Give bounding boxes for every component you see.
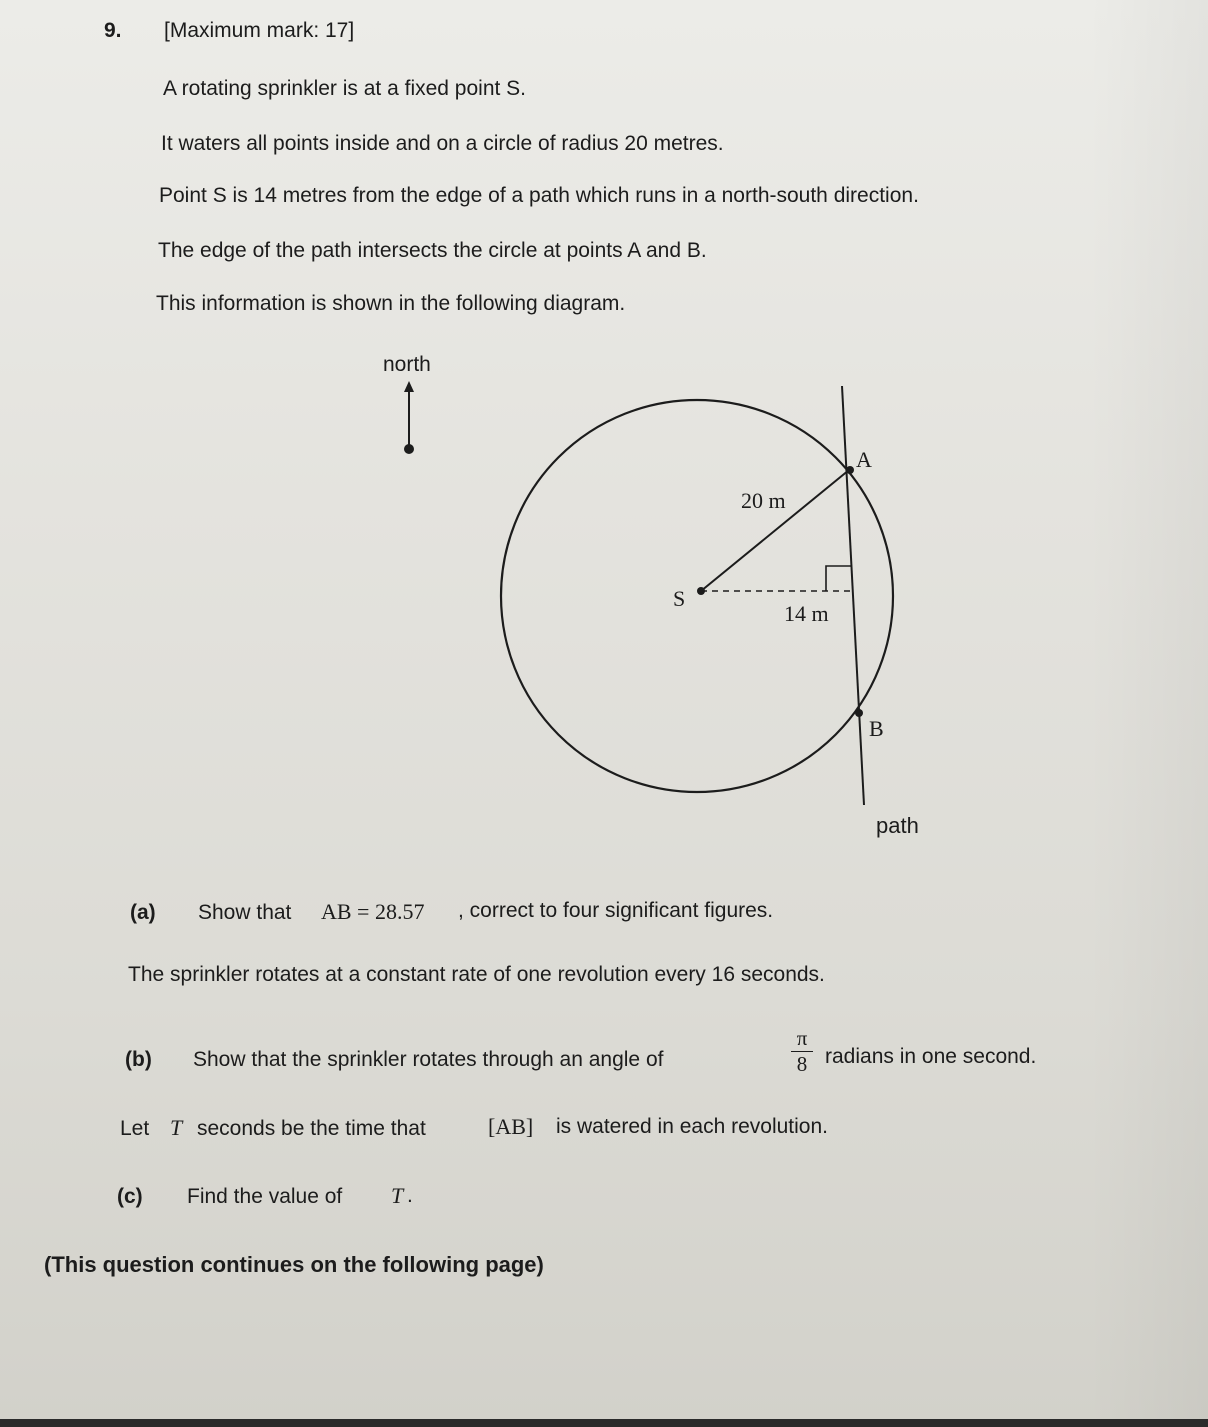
let-text-before: Let [120,1117,150,1140]
point-a-dot [846,466,854,474]
watering-circle [501,400,893,792]
path-label: path [876,813,919,838]
distance-label: 14 m [784,601,829,626]
max-mark: [Maximum mark: 17] [164,19,355,42]
part-c-var: T [391,1183,404,1208]
part-c-text-after: . [407,1184,413,1207]
part-a-text-before: Show that [198,901,292,924]
point-s-dot [697,587,705,595]
point-a-label: A [856,447,872,472]
part-a-math: AB = 28.57 [321,899,425,924]
intro-line-1: A rotating sprinkler is at a fixed point S. [163,77,527,100]
point-b-dot [855,709,863,717]
let-text-var: T [170,1115,183,1140]
part-b-label: (b) [125,1048,152,1071]
north-label: north [383,353,431,376]
part-c-text-before: Find the value of [187,1185,343,1208]
fraction-numerator: π [796,1026,808,1050]
let-text-middle: seconds be the time that [197,1117,426,1140]
part-b-text-after: radians in one second. [825,1045,1037,1068]
point-b-label: B [869,716,884,741]
north-arrow-icon [404,381,414,454]
point-s-label: S [673,586,686,611]
pi-over-8-fraction [791,1027,813,1076]
part-a-label: (a) [130,901,156,924]
bottom-edge [0,1419,1208,1427]
intro-line-5: This information is shown in the following diagram. [156,292,626,315]
part-b-text-before: Show that the sprinkler rotates through an angle of [193,1048,664,1071]
intro-line-2: It waters all points inside and on a circle of radius 20 metres. [161,132,724,155]
intro-line-3: Point S is 14 metres from the edge of a path which runs in a north-south direction. [159,184,919,207]
right-angle-marker [826,566,851,591]
let-text-segment: [AB] [488,1114,534,1139]
question-number: 9. [104,19,122,42]
fraction-denominator: 8 [796,1052,808,1077]
part-a-text-after: , correct to four significant figures. [458,899,774,922]
rotation-text: The sprinkler rotates at a constant rate of one revolution every 16 seconds. [128,963,825,986]
intro-line-4: The edge of the path intersects the circle at points A and B. [158,239,707,262]
let-text-after: is watered in each revolution. [556,1115,828,1138]
continues-note: (This question continues on the following page) [44,1252,544,1277]
radius-label: 20 m [741,488,786,513]
part-c-label: (c) [117,1185,143,1208]
